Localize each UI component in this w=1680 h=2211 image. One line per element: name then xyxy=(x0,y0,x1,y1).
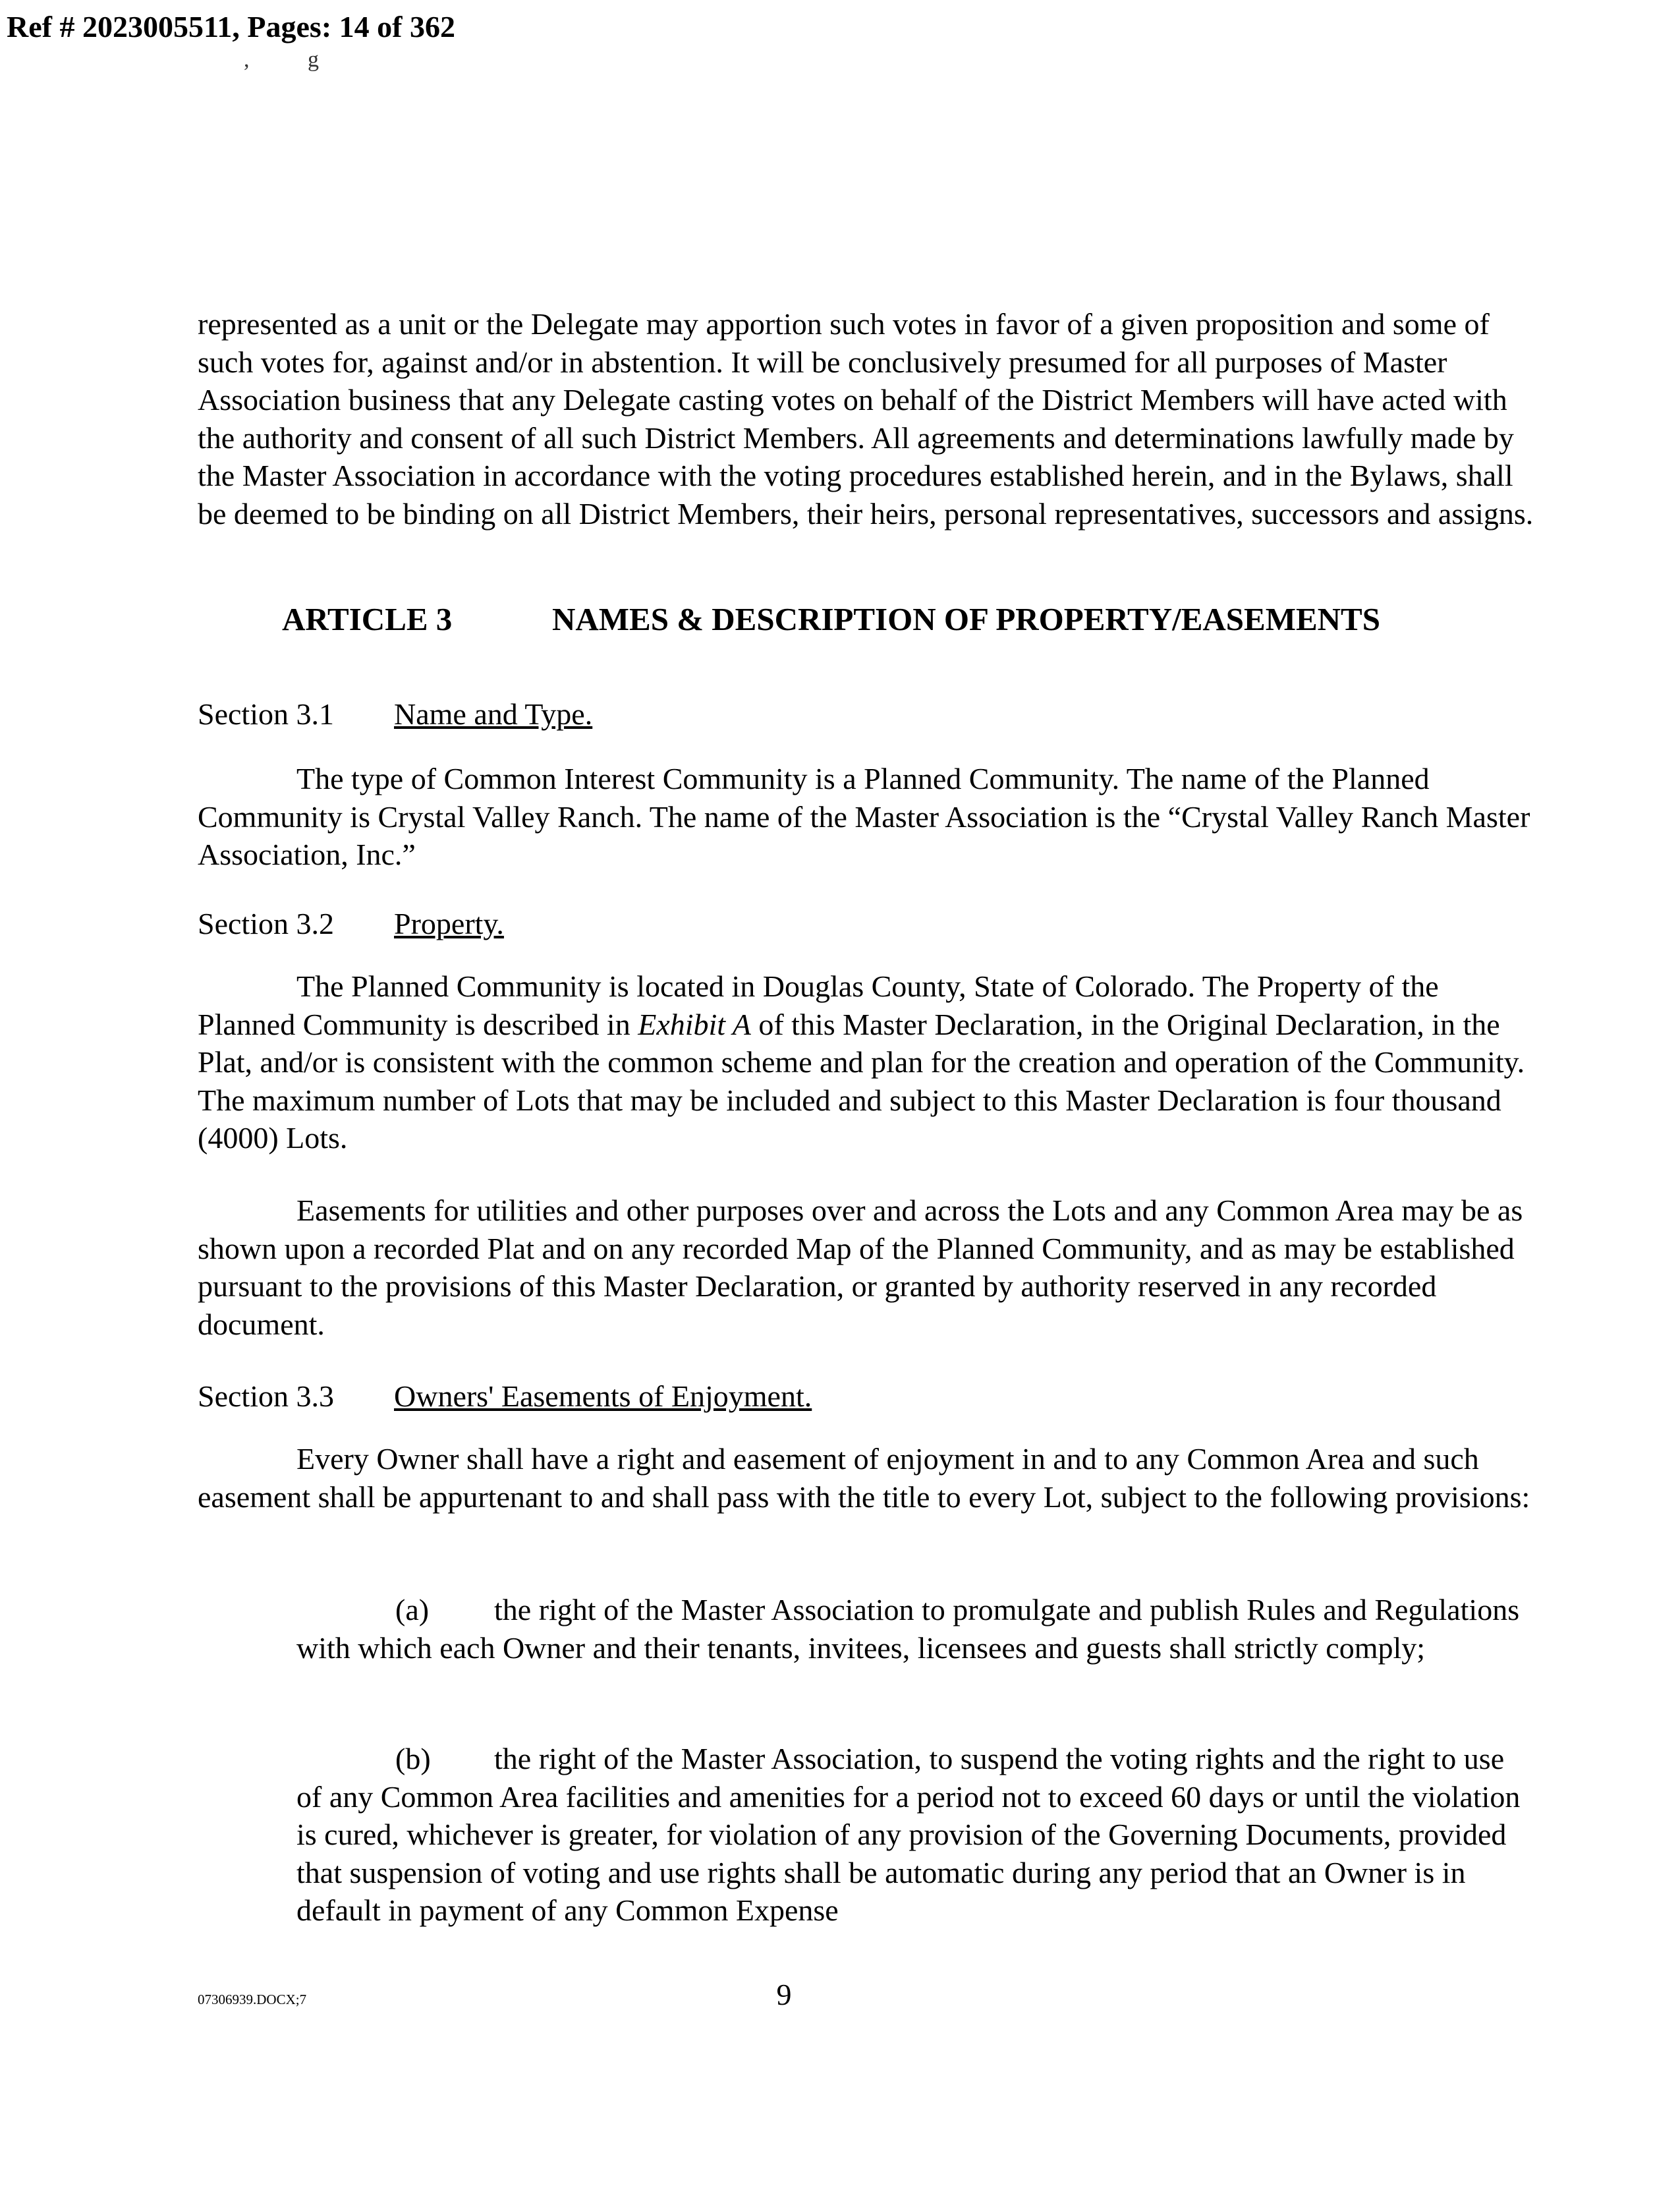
section-3-2-paragraph-1 xyxy=(198,967,1535,1157)
document-code: 07306939.DOCX;7 xyxy=(198,1992,307,2007)
paragraph-text: of this Master Declaration, in the Original Declaration, in the Plat, and/or is consistent with the common scheme and plan for the creation and operation of the Community. The maximum number of Lots that may be included and subject to this Master Declaration is four thousand (4000) Lots. xyxy=(198,1007,1525,1155)
exhibit-reference: Exhibit A xyxy=(638,1007,751,1041)
section-title: Name and Type. xyxy=(394,697,593,731)
reference-stamp: Ref # 2023005511, Pages: 14 of 362 xyxy=(7,10,455,43)
section-3-2-paragraph-2: Easements for utilities and other purposes over and across the Lots and any Common Area may be as shown upon a recorded Plat and on any recorded Map of the Planned Community, and as may be established pursuant to the provisions of this Master Declaration, or granted by authority reserved in any recorded document. xyxy=(198,1193,1523,1341)
stamp-fragment: , g xyxy=(244,47,345,72)
list-marker: (b) xyxy=(395,1742,431,1775)
section-title: Owners' Easements of Enjoyment. xyxy=(394,1379,812,1413)
section-number: Section 3.2 xyxy=(198,907,334,940)
section-heading-3-2 xyxy=(198,905,504,943)
list-item-text: the right of the Master Association to promulgate and publish Rules and Regulations with which each Owner and their tenants, invitees, licensees and guests shall strictly comply; xyxy=(296,1593,1520,1665)
opening-paragraph: represented as a unit or the Delegate may apportion such votes in favor of a given proposition and some of such votes for, against and/or in abstention. It will be conclusively presumed for all purposes of Master Association business that any Delegate casting votes on behalf of the District Members will have acted with the authority and consent of all such District Members. All agreements and determinations lawfully made by the Master Association in accordance with the voting procedures established herein, and in the Bylaws, shall be deemed to be binding on all District Members, their heirs, personal representatives, successors and assigns. xyxy=(198,307,1534,531)
section-title: Property. xyxy=(394,907,504,940)
section-heading-3-1 xyxy=(198,695,592,733)
page-number: 9 xyxy=(776,1978,792,2011)
paragraph-text: The Planned Community is located in Douglas County, State of Colorado. The Property of the Planned Community is described in xyxy=(198,969,1439,1041)
list-marker: (a) xyxy=(395,1593,430,1626)
section-3-1-paragraph: The type of Common Interest Community is a Planned Community. The name of the Planned Community is Crystal Valley Ranch. The name of the Master Association is the “Crystal Valley Ranch Master Association, Inc.” xyxy=(198,762,1530,871)
section-number: Section 3.3 xyxy=(198,1379,334,1413)
article-title: NAMES & DESCRIPTION OF PROPERTY/EASEMENTS xyxy=(552,601,1380,637)
section-heading-3-3 xyxy=(198,1377,812,1416)
list-item-a xyxy=(296,1591,1535,1667)
article-heading xyxy=(282,600,1380,639)
section-number: Section 3.1 xyxy=(198,697,334,731)
article-number: ARTICLE 3 xyxy=(282,601,453,637)
list-item-b xyxy=(296,1740,1535,1930)
list-item-text: the right of the Master Association, to suspend the voting rights and the right to use of any Common Area facilities and amenities for a period not to exceed 60 days or until the violation is cured, whichever is greater, for violation of any provision of the Governing Documents, provided that suspension of voting and use rights shall be automatic during any period that an Owner is in default in payment of any Common Expense xyxy=(296,1742,1521,1927)
section-3-3-paragraph: Every Owner shall have a right and easement of enjoyment in and to any Common Area and such easement shall be appurtenant to and shall pass with the title to every Lot, subject to the following provisions: xyxy=(198,1442,1530,1514)
